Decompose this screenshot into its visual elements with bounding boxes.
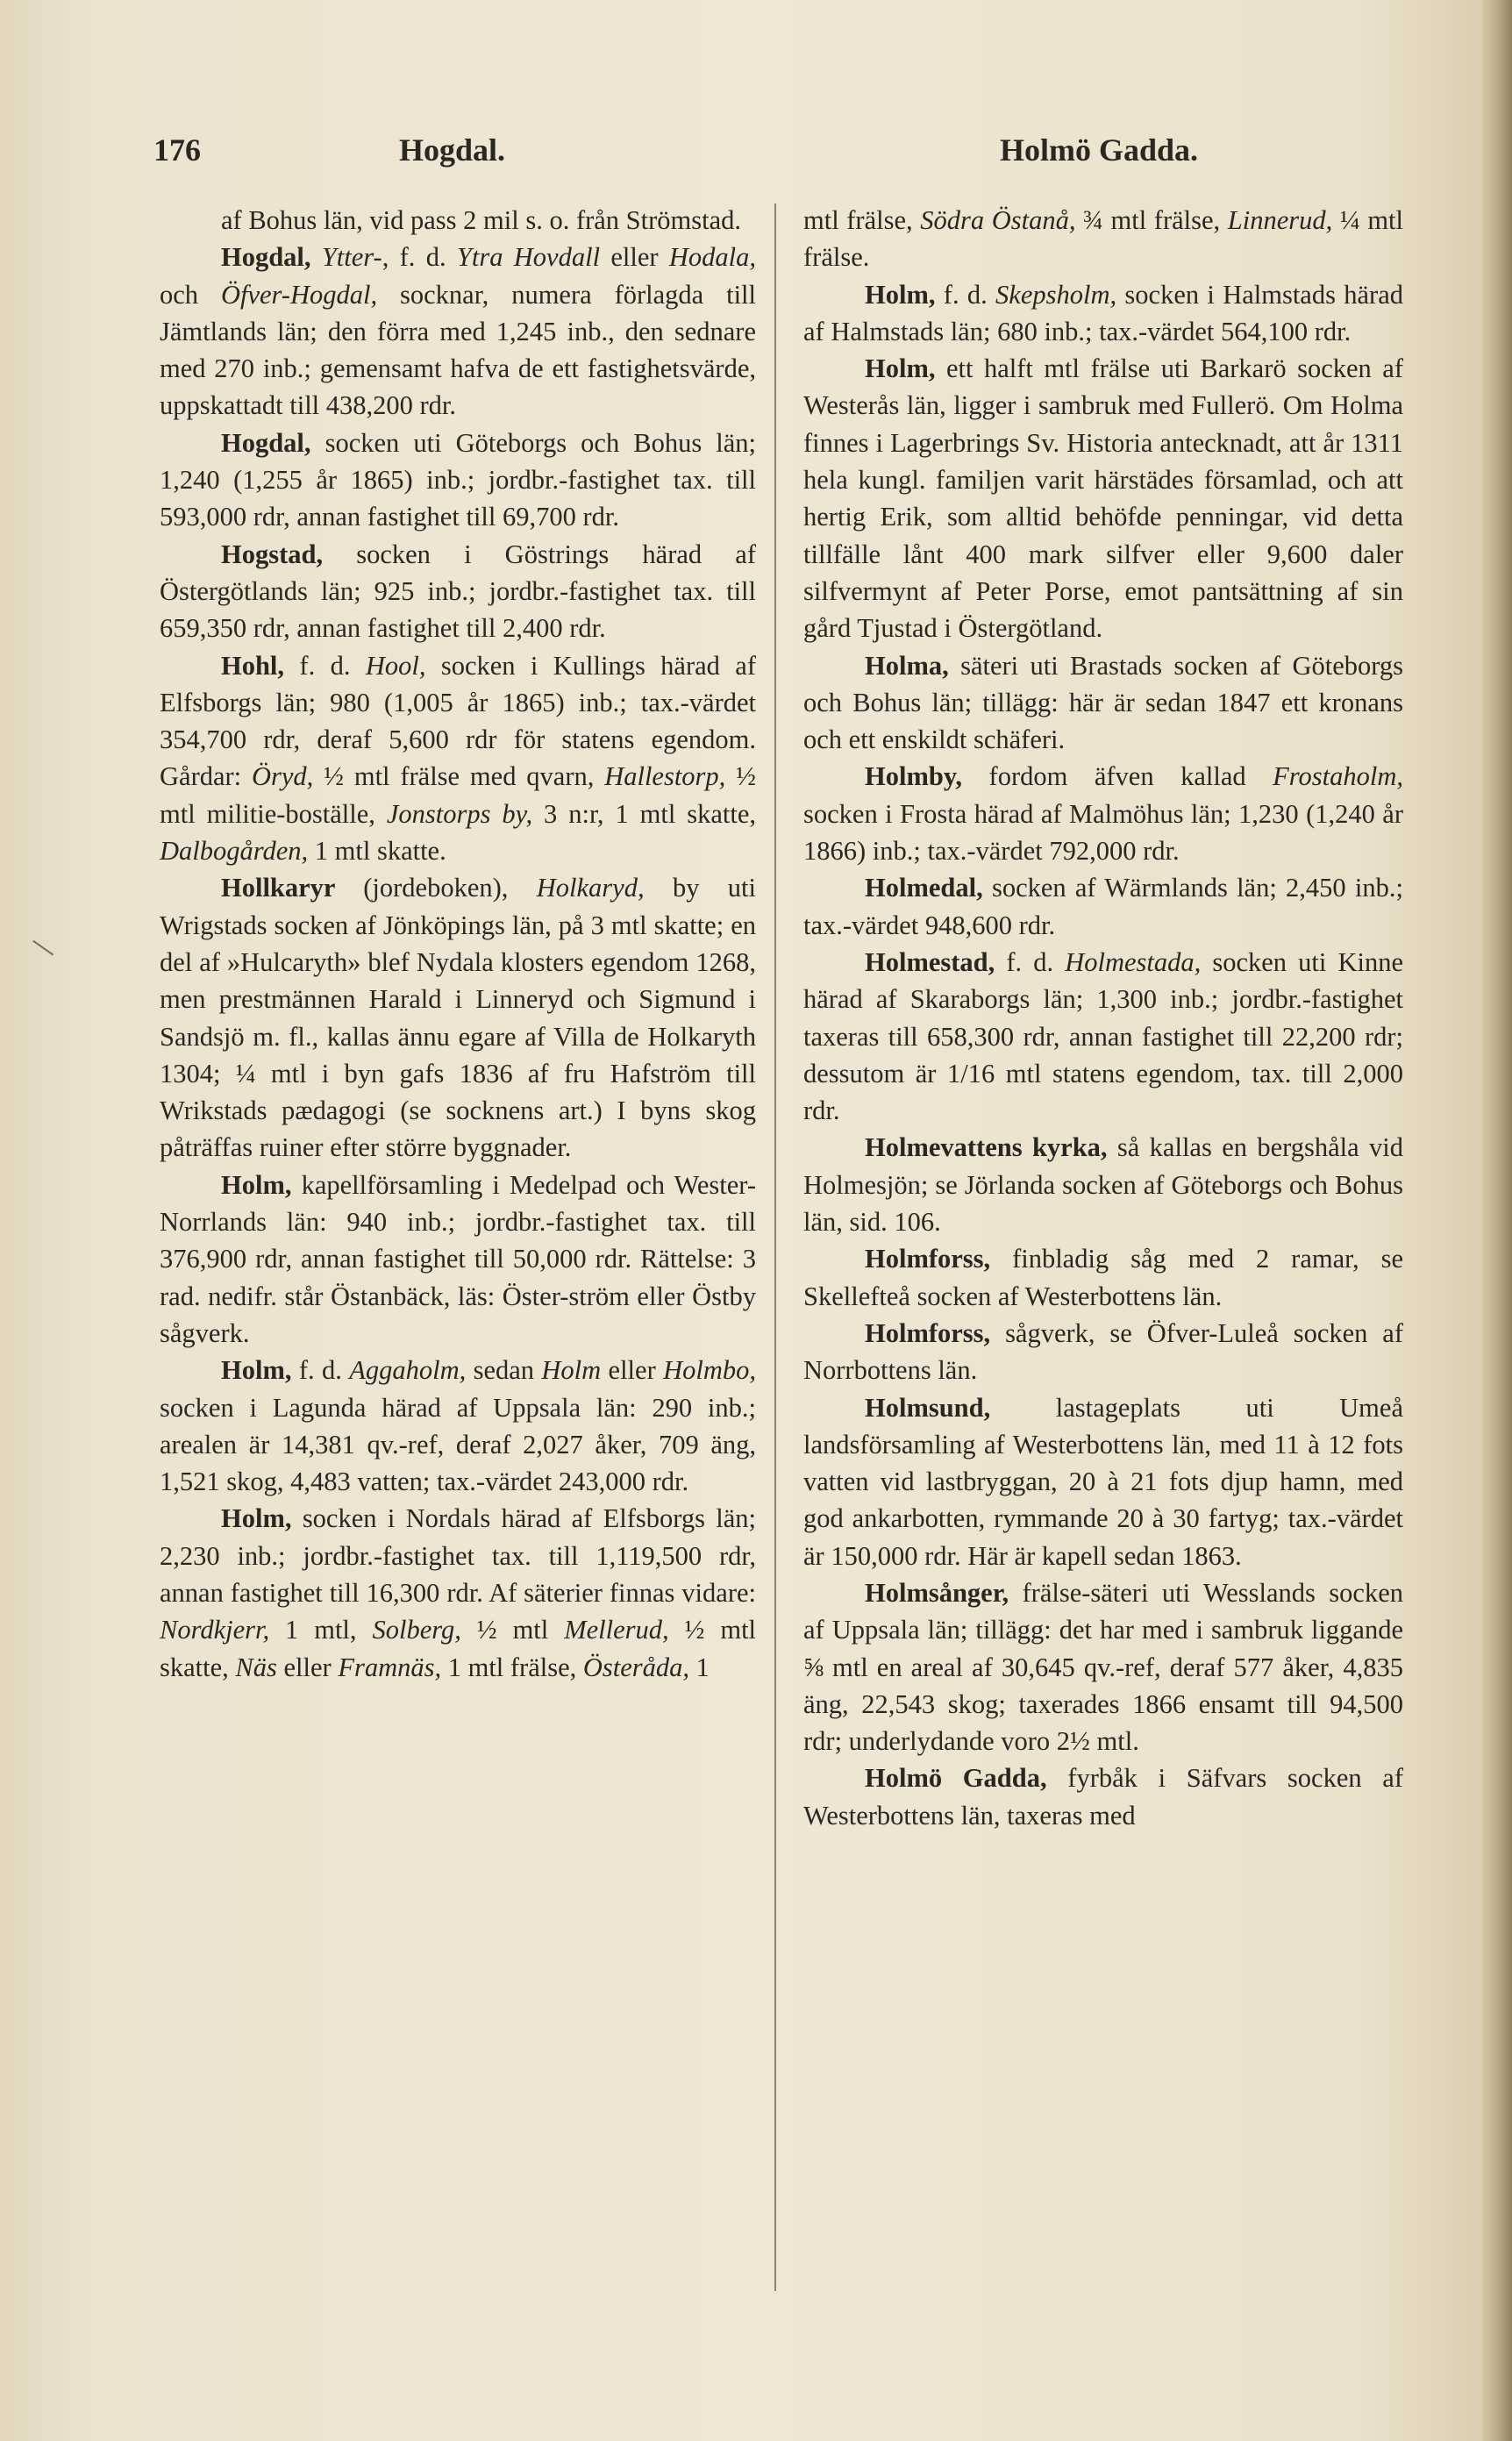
entry-text: 1 (689, 1652, 710, 1682)
entry-text: så kallas en bergshåla vid Holmesjön; se Jörlanda socken af Göteborgs och Bohus län, sid. 106. (803, 1132, 1403, 1238)
left-column (160, 202, 756, 1686)
entry-headword: Hogdal, (221, 427, 325, 458)
entry-headword: Hogdal, (221, 242, 322, 273)
entry-text: 3 n:r, 1 mtl skatte, (532, 798, 756, 829)
italic-text: Holm (541, 1355, 602, 1386)
dictionary-entry (803, 1315, 1403, 1389)
italic-text: Hallestorp, (604, 761, 726, 792)
entry-text: socken i Frosta härad af Malmöhus län; 1,230 (1,240 år 1866) inb.; tax.-värdet 792,000 rdr. (803, 798, 1403, 867)
entry-text: f. d. (943, 279, 996, 310)
entry-text: eller (601, 1355, 664, 1386)
dictionary-entry (803, 869, 1403, 944)
entry-text: sedan (466, 1355, 542, 1386)
entry-headword: Holm, (865, 279, 944, 310)
page-number: 176 (153, 132, 201, 168)
entry-text: kapellförsamling i Medelpad och Wester-Norrlands län: 940 inb.; jordbr.-fastighet tax. till 376,900 rdr, annan fastighet till 50,000 rdr. Rättelse: 3 rad. nedifr. står Östanbäck, läs: Öster-ström eller Östby sågverk. (160, 1169, 756, 1348)
italic-text: Ytter- (321, 242, 382, 273)
entry-text: socken uti Kinne härad af Skaraborgs län; 1,300 inb.; jordbr.-fastighet taxeras till 658,300 rdr, annan fastighet till 22,200 rdr; dessutom är 1/16 mtl statens egendom, tax. till 2,000 rdr. (803, 946, 1403, 1126)
dictionary-entry (803, 1389, 1403, 1574)
entry-text: socken i Nordals härad af Elfsborgs län; 2,230 inb.; jordbr.-fastighet tax. till 1,119,500 rdr, annan fastighet till 16,300 rdr. Af säterier finnas vidare: (160, 1503, 757, 1608)
dictionary-entry (160, 425, 756, 536)
entry-text: ½ mtl frälse med qvarn, (313, 761, 605, 792)
dictionary-entry (160, 647, 756, 870)
right-column (803, 202, 1403, 1834)
entry-text: och (160, 279, 221, 310)
dictionary-entry (803, 276, 1403, 351)
entry-text: säteri uti Brastads socken af Göteborgs och Bohus län; tillägg: här är sedan 1847 ett kronans och ett enskildt schäferi. (803, 650, 1403, 755)
dictionary-entry (803, 1759, 1403, 1834)
entry-text: , f. d. (382, 242, 457, 273)
entry-text: socknar, numera förlagda till Jämtlands län; den förra med 1,245 inb., den sednare med 270 inb.; gemensamt hafva de ett fastighetsvärde, uppskattadt till 438,200 rdr. (160, 279, 756, 421)
entry-text: frälse-säteri uti Wesslands socken af Uppsala län; tillägg: det har med i sambruk liggande ⅝ mtl en areal af 30,645 qv.-ref, deraf 577 åker, 4,835 äng, 22,543 skog; taxerades 1866 ensamt till 94,500 rdr; underlydande voro 2½ mtl. (803, 1577, 1403, 1757)
entry-headword: Hogstad, (221, 539, 357, 569)
entry-text: lastageplats uti Umeå landsförsamling af Westerbottens län, med 11 à 12 fots vatten vid lastbryggan, 20 à 21 fots djup hamn, med god ankarbotten, rymmande 20 à 30 fartyg; tax.-värdet är 150,000 rdr. Här är kapell sedan 1863. (803, 1392, 1403, 1571)
italic-text: Holkaryd, (536, 873, 645, 903)
entry-headword: Holmedal, (865, 873, 992, 903)
italic-text: Holmbo, (663, 1355, 756, 1386)
italic-text: Ytra Hovdall (456, 242, 601, 273)
entry-text: eller (276, 1652, 339, 1682)
dictionary-entry (803, 944, 1403, 1129)
entry-text: ett halft mtl frälse uti Barkarö socken af Westerås län, ligger i sambruk med Fullerö. Om Holma finnes i Lagerbrings Sv. Historia antecknadt, att år 1311 hela kungl. familjen varit härstädes församlad, och att hertig Erik, som alltid behöfde penningar, vid detta tillfälle lånt 400 mark silfver eller 9,600 daler silfvermynt af Peter Porse, emot pantsättning af sin gård Tjustad i Östergötland. (803, 353, 1403, 644)
entry-headword: Holmby, (865, 761, 989, 792)
entry-text: socken af Wärmlands län; 2,450 inb.; tax.-värdet 948,600 rdr. (803, 873, 1403, 940)
entry-text: socken uti Göteborgs och Bohus län; 1,240 (1,255 år 1865) inb.; jordbr.-fastighet tax. till 593,000 rdr, annan fastighet till 69,700 rdr. (160, 427, 756, 532)
dictionary-entry (160, 1352, 756, 1500)
dictionary-entry (160, 1167, 756, 1352)
italic-text: Solberg, (372, 1615, 461, 1645)
entry-text: ½ mtl (460, 1615, 565, 1645)
dictionary-entry (803, 350, 1403, 646)
dictionary-entry (803, 1129, 1403, 1240)
dictionary-entry (803, 202, 1403, 276)
entry-text: mtl frälse, (803, 205, 921, 235)
italic-text: Öryd, (251, 761, 314, 792)
italic-text: Framnäs, (338, 1652, 442, 1682)
entry-text: ½ mtl skatte, (160, 1615, 757, 1682)
entry-text: 1 mtl, (269, 1615, 373, 1645)
dictionary-entry (803, 758, 1403, 869)
entry-headword: Holmsund, (865, 1392, 1056, 1423)
entry-text: ¼ mtl frälse. (803, 205, 1404, 273)
entry-text: sågverk, se Öfver-Luleå socken af Norrbottens län. (803, 1317, 1403, 1386)
entry-headword: Holm, (865, 353, 946, 384)
italic-text: Dalbogården, (160, 836, 309, 867)
italic-text: Hodala, (668, 242, 756, 273)
italic-text: Österåda, (582, 1652, 690, 1682)
entry-headword: Hohl, (221, 650, 300, 681)
dictionary-entry (160, 202, 756, 239)
entry-text: socken i Göstrings härad af Östergötlands län; 925 inb.; jordbr.-fastighet tax. till 659,350 rdr, annan fastighet till 2,400 rdr. (160, 539, 756, 644)
entry-text: af Bohus län, vid pass 2 mil s. o. från Strömstad. (221, 205, 742, 235)
entry-text: fyrbåk i Säfvars socken af Westerbottens län, taxeras med (803, 1763, 1403, 1831)
italic-text: Näs (235, 1652, 277, 1682)
italic-text: Hool, (365, 650, 426, 681)
entry-text: 1 mtl frälse, (441, 1652, 583, 1682)
italic-text: Holmestada, (1065, 946, 1202, 977)
entry-text: by uti Wrigstads socken af Jönköpings län, på 3 mtl skatte; en del af »Hulcaryth» blef Nydala klosters egendom 1268, men prestmännen Harald i Linneryd och Sigmund i Sandsjö m. fl., kallas ännu egare af Villa de Holkaryth 1304; ¼ mtl i byn gafs 1836 af fru Hafström till Wrikstads pædagogi (se socknens art.) I byns skog påträffas ruiner efter större byggnader. (160, 873, 756, 1163)
italic-text: Öfver-Hogdal, (220, 279, 378, 310)
italic-text: Södra Östanå, (920, 205, 1076, 235)
entry-text: socken i Halmstads härad af Halmstads län; 680 inb.; tax.-värdet 564,100 rdr. (803, 279, 1403, 346)
entry-text: (jordeboken), (363, 873, 537, 903)
italic-text: Jonstorps by, (386, 798, 533, 829)
italic-text: Aggaholm, (349, 1355, 467, 1386)
dictionary-entry (160, 536, 756, 647)
margin-mark (24, 940, 53, 968)
page-header (153, 132, 1241, 184)
entry-headword: Hollkaryr (221, 873, 364, 903)
page-edge (1482, 0, 1512, 2441)
column-divider (774, 203, 776, 2291)
dictionary-entry (160, 1500, 756, 1685)
entry-headword: Holm, (221, 1503, 303, 1534)
entry-headword: Holmestad, (865, 946, 1007, 977)
dictionary-entry (803, 1574, 1403, 1759)
entry-headword: Holma, (865, 650, 961, 681)
entry-headword: Holmforss, (865, 1244, 1013, 1274)
entry-headword: Holmö Gadda, (865, 1763, 1068, 1794)
italic-text: Skepsholm, (995, 279, 1117, 310)
entry-text: 1 mtl skatte. (308, 836, 446, 867)
italic-text: Mellerud, (564, 1615, 669, 1645)
entry-headword: Holmevattens kyrka, (865, 1132, 1117, 1163)
entry-text: f. d. (298, 1355, 350, 1386)
dictionary-entry (160, 239, 756, 424)
entry-headword: Holm, (221, 1169, 302, 1200)
entry-text: f. d. (1006, 946, 1066, 977)
entry-headword: Holmsånger, (865, 1577, 1023, 1608)
header-left-catchword: Hogdal. (399, 132, 506, 168)
entry-text: finbladig såg med 2 ramar, se Skellefteå socken af Westerbottens län. (803, 1244, 1403, 1311)
italic-text: Nordkjerr, (160, 1615, 270, 1645)
dictionary-entry (803, 647, 1403, 759)
entry-text: ¾ mtl frälse, (1075, 205, 1228, 235)
entry-text: socken i Kullings härad af Elfsborgs län; 980 (1,005 år 1865) inb.; tax.-värdet 354,700 rdr, deraf 5,600 rdr för statens egendom. Gårdar: (160, 650, 756, 792)
entry-headword: Holmforss, (865, 1317, 1006, 1348)
entry-text: f. d. (299, 650, 366, 681)
dictionary-entry (803, 1240, 1403, 1315)
entry-text: ½ mtl militie-boställe, (160, 761, 757, 829)
entry-headword: Holm, (221, 1355, 299, 1386)
entry-text: fordom äfven kallad (988, 761, 1273, 792)
dictionary-entry (160, 869, 756, 1166)
italic-text: Linnerud, (1227, 205, 1333, 235)
entry-text: socken i Lagunda härad af Uppsala län: 290 inb.; arealen är 14,381 qv.-ref, deraf 2,027 åker, 709 äng, 1,521 skog, 4,483 vatten; tax.-värdet 243,000 rdr. (160, 1392, 756, 1497)
italic-text: Frostaholm, (1273, 761, 1404, 792)
entry-text: eller (600, 242, 669, 273)
header-right-catchword: Holmö Gadda. (1000, 132, 1199, 168)
